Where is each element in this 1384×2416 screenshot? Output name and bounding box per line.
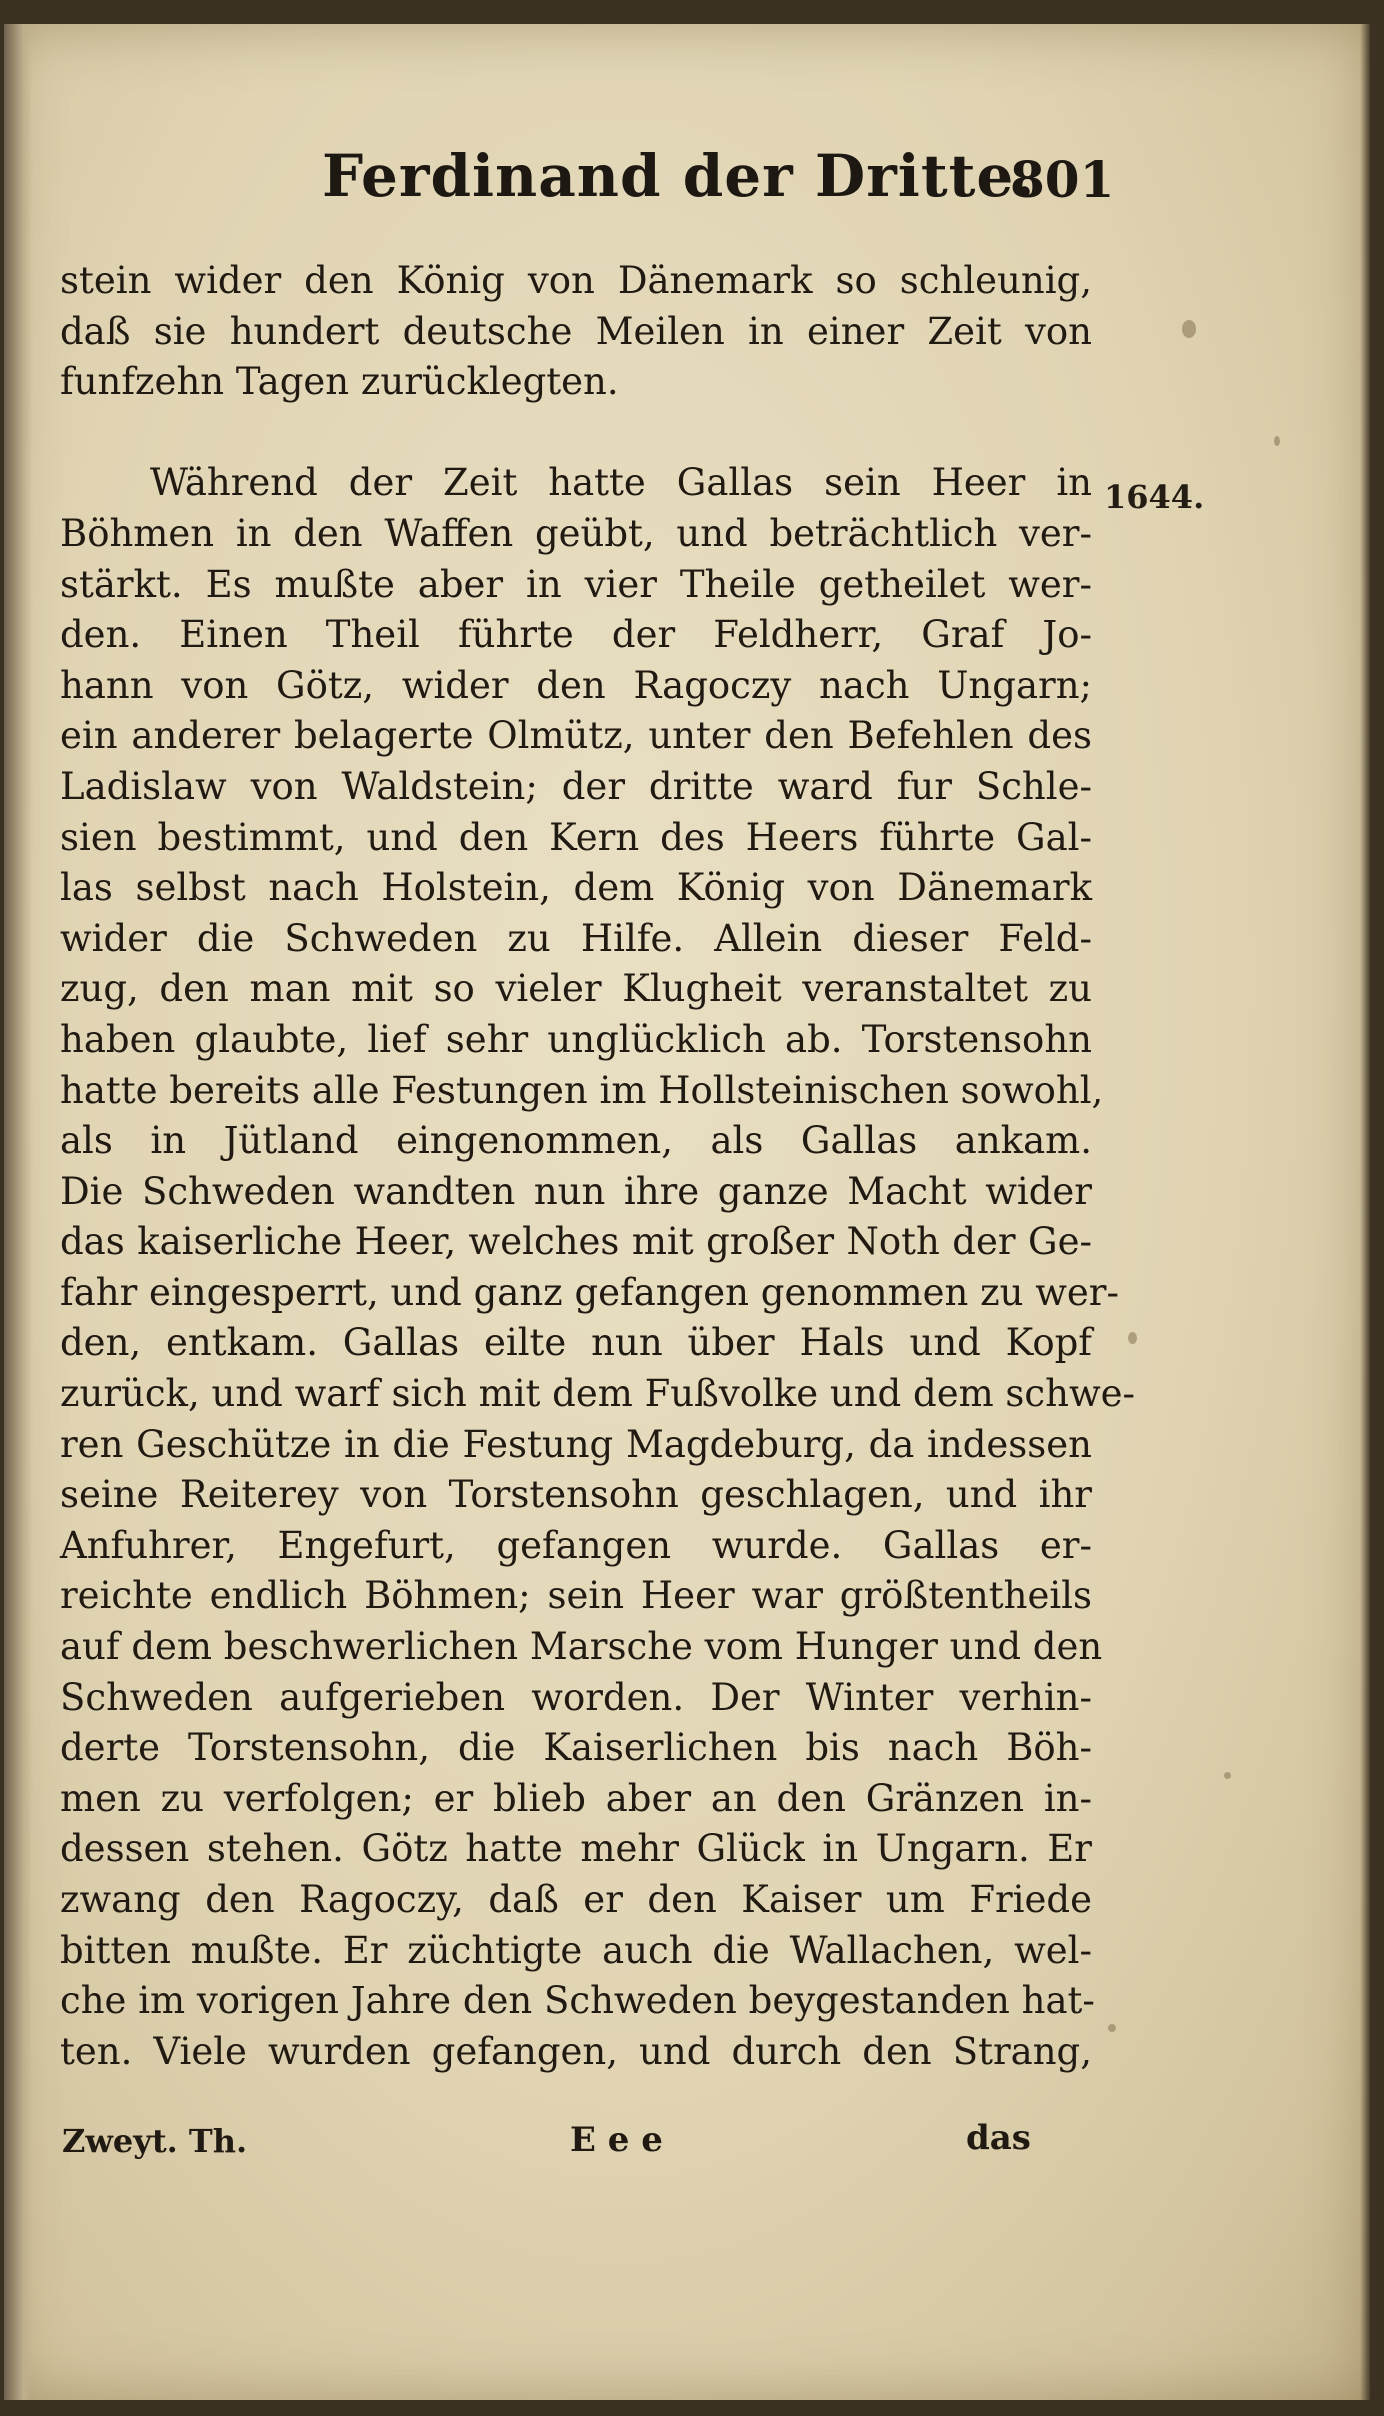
- text-line: che im vorigen Jahre den Schweden beygestanden hat-: [60, 1979, 1095, 2023]
- text-line: Während der Zeit hatte Gallas sein Heer in: [150, 461, 1092, 505]
- text-line: den, entkam. Gallas eilte nun über Hals und Kopf: [60, 1321, 1092, 1365]
- text-line: sien bestimmt, und den Kern des Heers führte Gal-: [60, 815, 1092, 859]
- page-edge-shadow: [1360, 24, 1370, 2400]
- paper-speck: [1108, 2024, 1116, 2032]
- text-line: zwang den Ragoczy, daß er den Kaiser um Friede: [60, 1878, 1092, 1921]
- text-line: ein anderer belagerte Olmütz, unter den Befehlen des: [60, 714, 1092, 758]
- text-line: ten. Viele wurden gefangen, und durch den Strang,: [60, 2029, 1092, 2073]
- text-line: auf dem beschwerlichen Marsche vom Hunger und den: [60, 1625, 1103, 1669]
- book-page: [4, 24, 1370, 2400]
- text-line: wider die Schweden zu Hilfe. Allein dieser Feld-: [60, 916, 1092, 960]
- margin-year-note: 1644.: [1104, 478, 1205, 516]
- text-line: zurück, und warf sich mit dem Fußvolke und dem schwe-: [60, 1372, 1136, 1416]
- text-line: dessen stehen. Götz hatte mehr Glück in Ungarn. Er: [60, 1827, 1092, 1871]
- text-line: bitten mußte. Er züchtigte auch die Wallachen, wel-: [60, 1928, 1092, 1972]
- page-gutter: [4, 24, 32, 2400]
- paragraph-gap: [60, 408, 1092, 459]
- paper-speck: [1224, 1772, 1231, 1779]
- signature-volume: Zweyt. Th.: [62, 2122, 248, 2160]
- paper-speck: [1182, 320, 1196, 338]
- body-text: [60, 256, 1136, 2077]
- text-line: das kaiserliche Heer, welches mit großer Noth der Ge-: [60, 1220, 1092, 1264]
- text-line: hatte bereits alle Festungen im Hollsteinischen sowohl,: [60, 1068, 1104, 1112]
- text-line: ren Geschütze in die Festung Magdeburg, da indessen: [60, 1422, 1092, 1466]
- text-line: men zu verfolgen; er blieb aber an den Gränzen in-: [60, 1776, 1092, 1820]
- text-line: Ladislaw von Waldstein; der dritte ward fur Schle-: [60, 764, 1092, 808]
- text-line: derte Torstensohn, die Kaiserlichen bis nach Böh-: [60, 1726, 1092, 1770]
- text-line: hann von Götz, wider den Ragoczy nach Ungarn;: [60, 663, 1092, 707]
- text-line: reichte endlich Böhmen; sein Heer war größtentheils: [60, 1574, 1092, 1618]
- text-line: haben glaubte, lief sehr unglücklich ab. Torstensohn: [60, 1017, 1092, 1061]
- catchword: das: [966, 2118, 1031, 2158]
- text-line: Die Schweden wandten nun ihre ganze Macht wider: [60, 1169, 1092, 1213]
- paper-speck: [1128, 1332, 1137, 1344]
- text-line: stärkt. Es mußte aber in vier Theile getheilet wer-: [60, 562, 1092, 606]
- text-line: zug, den man mit so vieler Klugheit veranstaltet zu: [60, 967, 1092, 1011]
- running-head-title: Ferdinand der Dritte.: [322, 142, 1036, 210]
- text-line: Böhmen in den Waffen geübt, und beträchtlich ver-: [60, 511, 1092, 555]
- text-line: als in Jütland eingenommen, als Gallas ankam.: [60, 1119, 1092, 1163]
- text-line: seine Reiterey von Torstensohn geschlagen, und ihr: [60, 1473, 1092, 1517]
- text-line: Anfuhrer, Engefurt, gefangen wurde. Gallas er-: [60, 1523, 1092, 1567]
- text-line: den. Einen Theil führte der Feldherr, Graf Jo-: [60, 613, 1092, 657]
- text-line: fahr eingesperrt, und ganz gefangen genommen zu wer-: [60, 1270, 1119, 1314]
- paper-speck: [1274, 436, 1280, 446]
- text-line: Schweden aufgerieben worden. Der Winter verhin-: [60, 1675, 1092, 1719]
- text-line: daß sie hundert deutsche Meilen in einer Zeit von: [60, 309, 1092, 353]
- text-line: las selbst nach Holstein, dem König von Dänemark: [60, 866, 1092, 910]
- page-number: 801: [1010, 150, 1115, 209]
- signature-mark: E e e: [570, 2120, 663, 2160]
- text-line: stein wider den König von Dänemark so schleunig,: [60, 259, 1092, 302]
- text-line: funfzehn Tagen zurücklegten.: [60, 360, 619, 404]
